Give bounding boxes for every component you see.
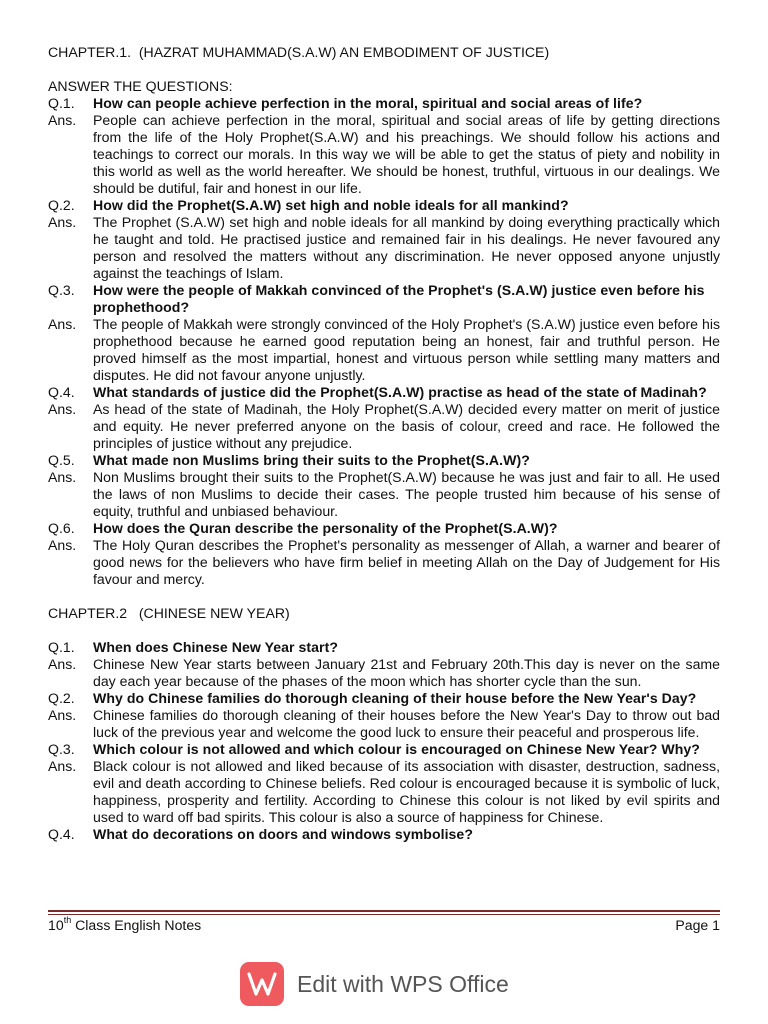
chapter-1-questions xyxy=(48,95,720,588)
question-row xyxy=(48,639,720,656)
question-row xyxy=(48,741,720,758)
answer-text: The people of Makkah were strongly convinced of the Holy Prophet's (S.A.W) justice even before his prophethood because he earned good reputation being an honest, fair and truthful person. He proved himself as the most impartial, honest and virtuous person while settling many matters and disputes. He did not favour anyone unjustly. xyxy=(93,316,720,383)
question-text: What made non Muslims bring their suits to the Prophet(S.A.W)? xyxy=(93,452,530,468)
answer-label: Ans. xyxy=(48,758,77,774)
answer-text: Non Muslims brought their suits to the Prophet(S.A.W) because he was just and fair to all. He used the laws of non Muslims to decide their cases. The people trusted him because of his sense of equity, truthful and unbiased behaviour. xyxy=(93,469,720,519)
wps-logo-icon xyxy=(240,962,284,1006)
footer-page-number: Page 1 xyxy=(675,917,720,933)
answer-row xyxy=(48,469,720,520)
question-label: Q.3. xyxy=(48,282,75,298)
question-text: What standards of justice did the Prophet(S.A.W) practise as head of the state of Madinah? xyxy=(93,384,707,400)
question-text: How were the people of Makkah convinced of the Prophet's (S.A.W) justice even before his prophethood? xyxy=(93,282,705,315)
answer-label: Ans. xyxy=(48,537,77,553)
chapter-2-title: CHAPTER.2 (CHINESE NEW YEAR) xyxy=(48,605,290,621)
footer-rule xyxy=(48,910,720,912)
question-text: When does Chinese New Year start? xyxy=(93,639,338,655)
answer-label: Ans. xyxy=(48,469,77,485)
answer-text: The Holy Quran describes the Prophet's personality as messenger of Allah, a warner and bearer of good news for the believers who have firm belief in meeting Allah on the Day of Judgement for His favour and mercy. xyxy=(93,537,720,587)
answer-row xyxy=(48,214,720,282)
question-text: How did the Prophet(S.A.W) set high and noble ideals for all mankind? xyxy=(93,197,569,213)
question-text: How does the Quran describe the personality of the Prophet(S.A.W)? xyxy=(93,520,558,536)
answer-label: Ans. xyxy=(48,707,77,723)
question-label: Q.1. xyxy=(48,639,75,655)
chapter-1-title: CHAPTER.1. (HAZRAT MUHAMMAD(S.A.W) AN EMBODIMENT OF JUSTICE) xyxy=(48,44,550,60)
question-text: What do decorations on doors and windows symbolise? xyxy=(93,826,473,842)
question-text: Which colour is not allowed and which colour is encouraged on Chinese New Year? Why? xyxy=(93,741,700,757)
answer-label: Ans. xyxy=(48,401,77,417)
wps-watermark[interactable] xyxy=(240,962,509,1006)
question-row xyxy=(48,384,720,401)
question-row xyxy=(48,197,720,214)
question-label: Q.3. xyxy=(48,741,75,757)
answer-row xyxy=(48,707,720,741)
answer-row xyxy=(48,112,720,197)
question-row xyxy=(48,452,720,469)
answer-text: Chinese families do thorough cleaning of their houses before the New Year's Day to throw out bad luck of the previous year and welcome the good luck to ensure their peaceful and prosperous life. xyxy=(93,707,720,740)
question-label: Q.4. xyxy=(48,384,75,400)
answer-text: As head of the state of Madinah, the Holy Prophet(S.A.W) decided every matter on merit of justice and equity. He never preferred anyone on the basis of colour, creed and race. He followed the principles of justice without any prejudice. xyxy=(93,401,720,451)
question-label: Q.2. xyxy=(48,690,75,706)
answer-text: The Prophet (S.A.W) set high and noble ideals for all mankind by doing everything practically which he taught and told. He practised justice and remained fair in his dealings. He never favoured any person and resolved the matters without any discrimination. He never opposed anyone unjustly against the teachings of Islam. xyxy=(93,214,720,281)
chapter-2-questions xyxy=(48,639,720,843)
question-label: Q.4. xyxy=(48,826,75,842)
question-row xyxy=(48,282,720,316)
answer-text: Black colour is not allowed and liked because of its association with disaster, destruction, sadness, evil and death according to Chinese beliefs. Red colour is encouraged because it is symbolic of luck, happiness, prosperity and fertility. According to Chinese this colour is not liked by evil spirits and used to ward off bad spirits. This colour is also a source of happiness for Chinese. xyxy=(93,758,720,825)
content xyxy=(48,44,720,843)
wps-watermark-text: Edit with WPS Office xyxy=(297,970,509,997)
answer-row xyxy=(48,316,720,384)
question-label: Q.2. xyxy=(48,197,75,213)
question-label: Q.5. xyxy=(48,452,75,468)
answer-row xyxy=(48,758,720,826)
question-text: How can people achieve perfection in the moral, spiritual and social areas of life? xyxy=(93,95,643,111)
question-row xyxy=(48,690,720,707)
question-row xyxy=(48,520,720,537)
footer-class-label: 10th Class English Notes xyxy=(48,915,202,933)
answer-label: Ans. xyxy=(48,214,77,230)
answer-row xyxy=(48,537,720,588)
questions-subheading: ANSWER THE QUESTIONS: xyxy=(48,78,233,94)
question-label: Q.1. xyxy=(48,95,75,111)
footer-rule-thin xyxy=(48,914,720,915)
answer-label: Ans. xyxy=(48,316,77,332)
question-row xyxy=(48,95,720,112)
question-label: Q.6. xyxy=(48,520,75,536)
answer-text: Chinese New Year starts between January 21st and February 20th.This day is never on the same day each year because of the phases of the moon which has shorter cycle than the sun. xyxy=(93,656,720,689)
question-text: Why do Chinese families do thorough cleaning of their house before the New Year's Day? xyxy=(93,690,697,706)
answer-label: Ans. xyxy=(48,112,77,128)
answer-row xyxy=(48,401,720,452)
question-row xyxy=(48,826,720,843)
answer-text: People can achieve perfection in the moral, spiritual and social areas of life by getting directions from the life of the Holy Prophet(S.A.W) and his preachings. We should follow his actions and teachings to correct our morals. In this way we will be able to get the status of piety and nobility in this world as well as the world hereafter. We should be honest, truthful, virtuous in our dealings. We should be dutiful, fair and honest in our life. xyxy=(93,112,720,196)
answer-row xyxy=(48,656,720,690)
answer-label: Ans. xyxy=(48,656,77,672)
